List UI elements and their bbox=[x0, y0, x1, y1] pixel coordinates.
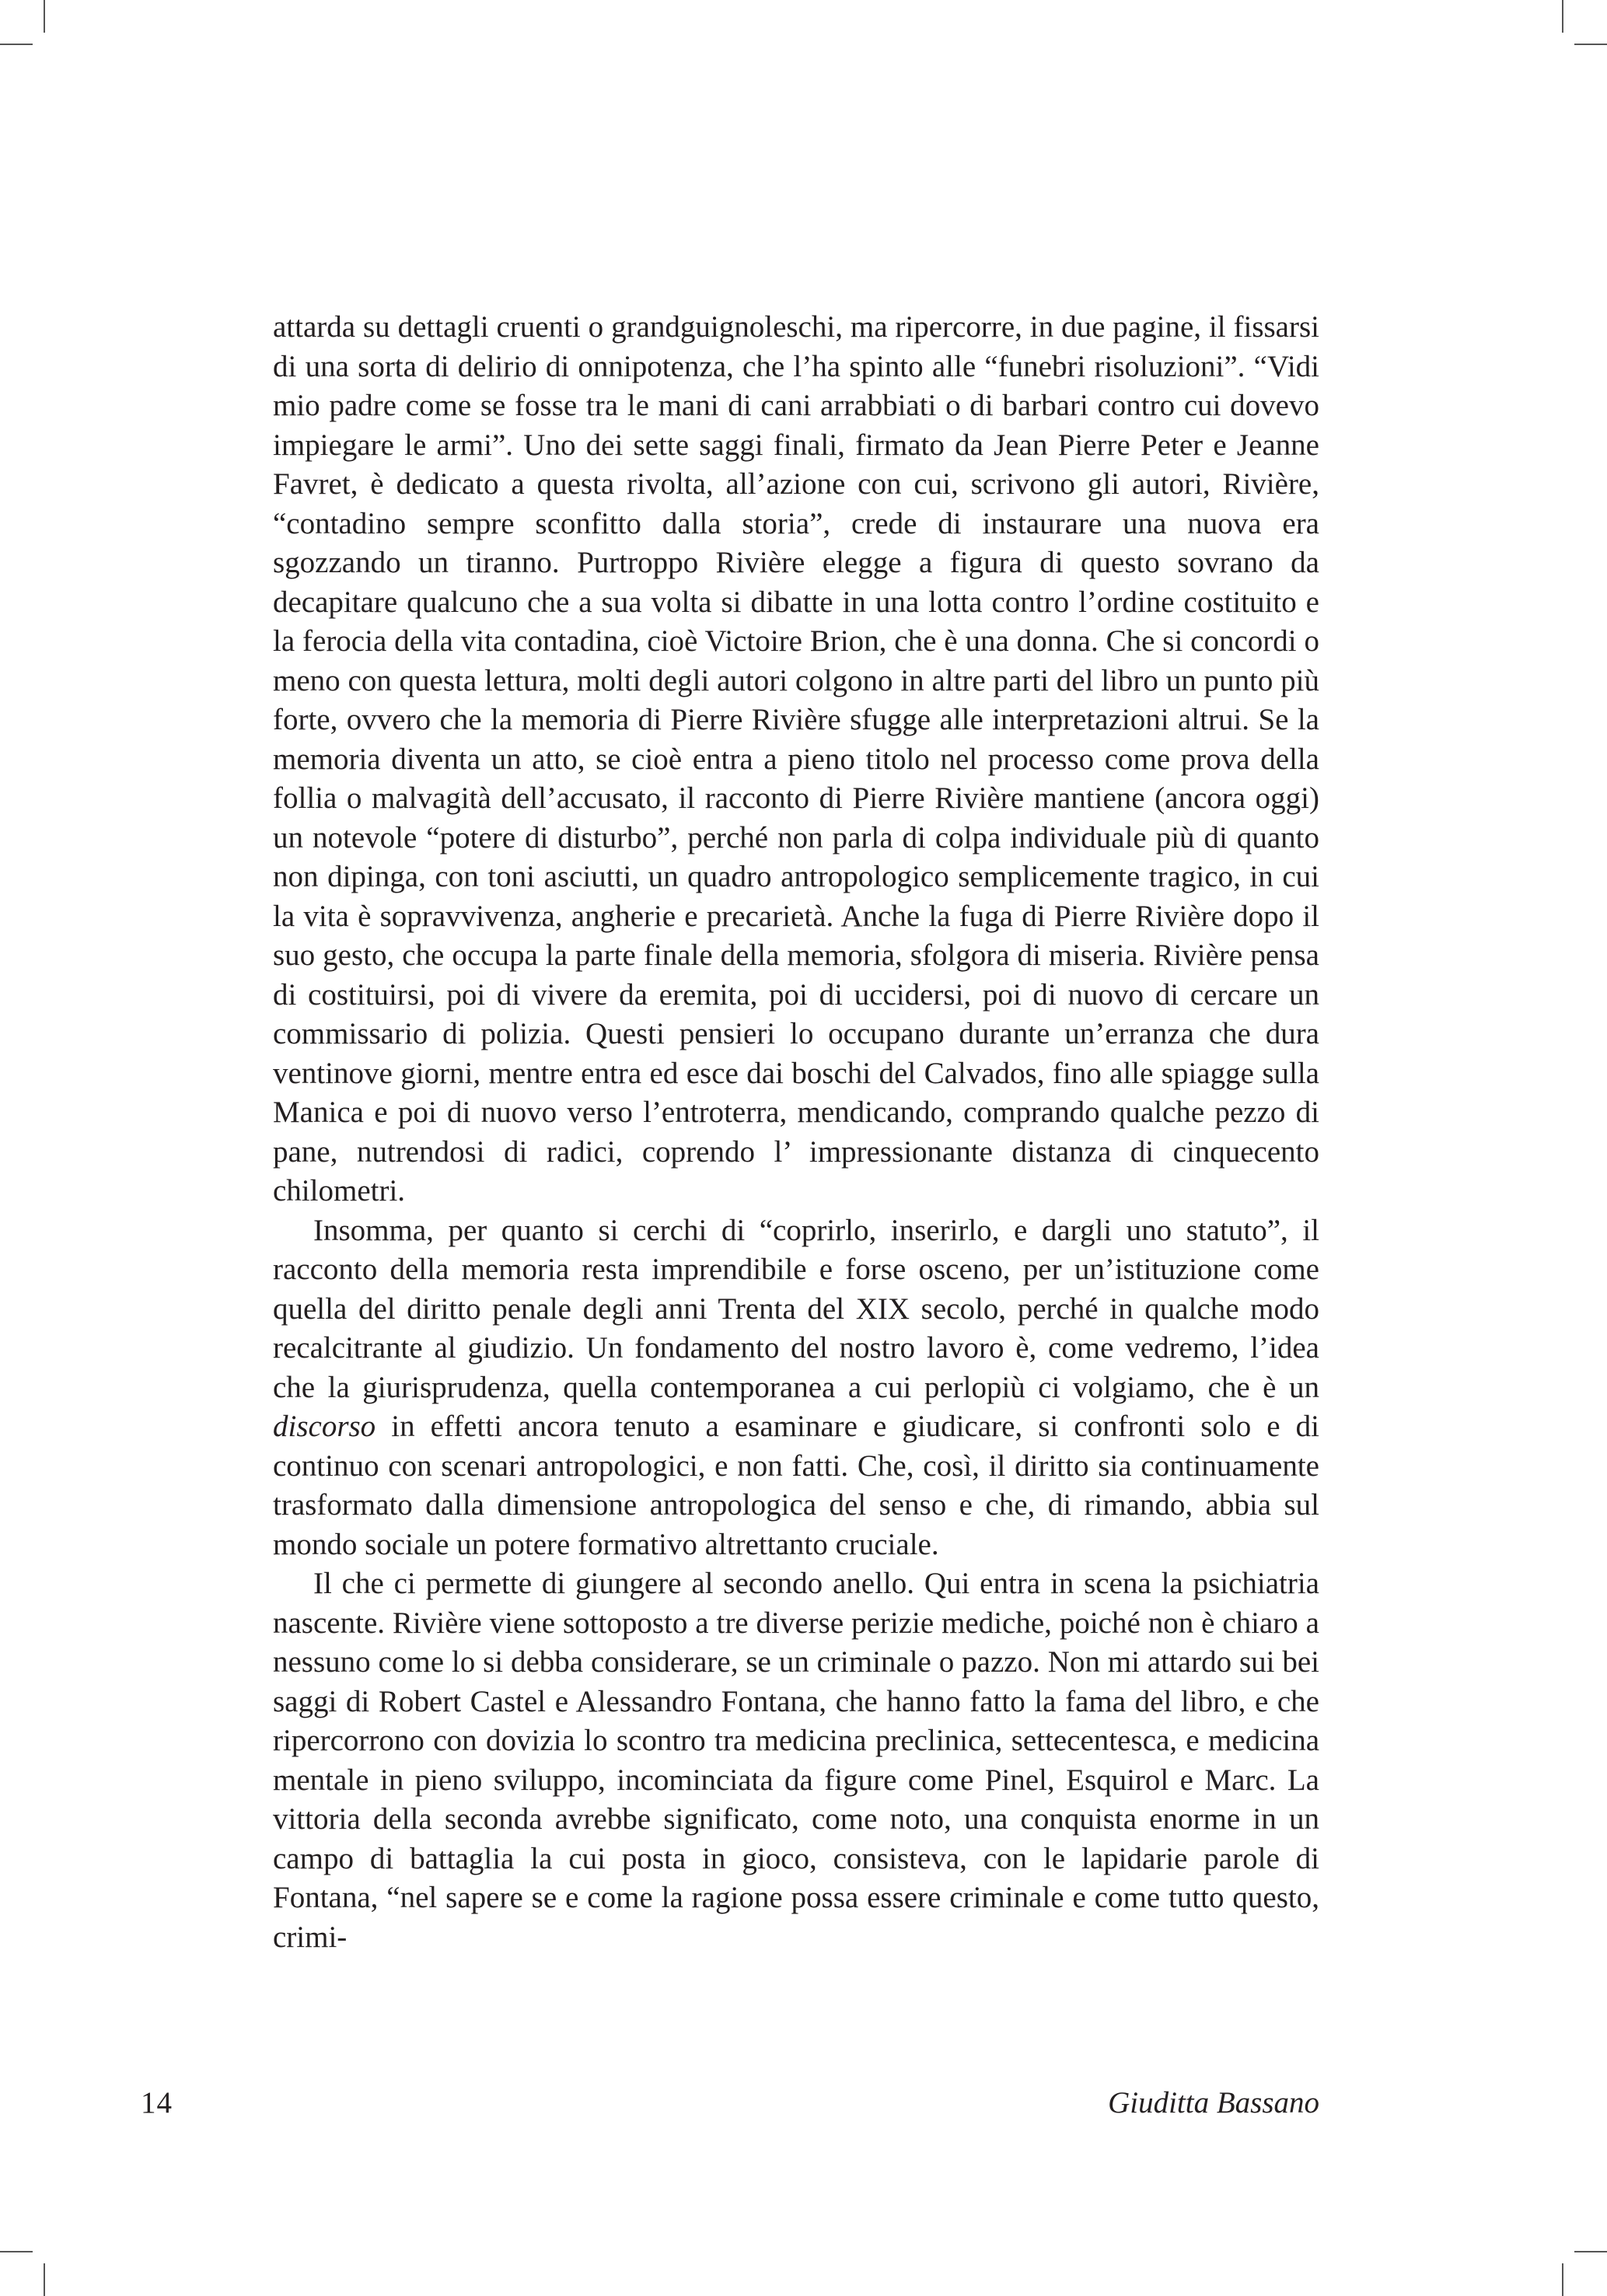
paragraph-text: Il che ci permette di giungere al secondo anello. Qui entra in scena la psichiatria nascente. Rivière viene sottoposto a tre diverse perizie mediche, poiché non è chiaro a nessuno come lo si debba considerare, se un criminale o pazzo. Non mi attardo sui bei saggi di Robert Castel e Alessandro Fontana, che hanno fatto la fama del libro, e che ripercorrono con dovizia lo scontro tra medicina preclinica, settecentesca, e medicina mentale in pieno sviluppo, incominciata da figure come Pinel, Esquirol e Marc. La vittoria della seconda avrebbe significato, come noto, una conquista enorme in un campo di battaglia la cui posta in gioco, consisteva, con le lapidarie parole di Fontana, “nel sapere se e come la ragione possa essere criminale e come tutto questo, crimi- bbox=[273, 1567, 1319, 1954]
italic-term: discorso bbox=[273, 1410, 376, 1443]
crop-mark-bottom-right-vertical bbox=[1562, 2263, 1563, 2296]
crop-mark-bottom-left-horizontal bbox=[0, 2251, 33, 2252]
paragraph-text: attarda su dettagli cruenti o grandguignoleschi, ma ripercorre, in due pagine, il fissarsi di una sorta di delirio di onnipotenza, che l’ha spinto alle “funebri risoluzioni”. “Vidi mio padre come se fosse tra le mani di cani arrabbiati o di barbari contro cui dovevo impiegare le armi”. Uno dei sette saggi finali, firmato da Jean Pierre Peter e Jeanne Favret, è dedicato a questa rivolta, all’azione con cui, scrivono gli autori, Rivière, “contadino sempre sconfitto dalla storia”, crede di instaurare una nuova era sgozzando un tiranno. Purtroppo Rivière elegge a figura di questo sovrano da decapitare qualcuno che a sua volta si dibatte in una lotta contro l’ordine costituito e la ferocia della vita contadina, cioè Victoire Brion, che è una donna. Che si concordi o meno con questa lettura, molti degli autori colgono in altre parti del libro un punto più forte, ovvero che la memoria di Pierre Rivière sfugge alle interpretazioni altrui. Se la memoria diventa un atto, se cioè entra a pieno titolo nel processo come prova della follia o malvagità dell’accusato, il racconto di Pierre Rivière mantiene (ancora oggi) un notevole “potere di disturbo”, perché non parla di colpa individuale più di quanto non dipinga, con toni asciutti, un quadro antropologico semplicemente tragico, in cui la vita è sopravvivenza, angherie e precarietà. Anche la fuga di Pierre Rivière dopo il suo gesto, che occupa la parte finale della memoria, sfolgora di miseria. Rivière pensa di costituirsi, poi di vivere da eremita, poi di uccidersi, poi di nuovo di cercare un commissario di polizia. Questi pensieri lo occupano durante un’erranza che dura ventinove giorni, mentre entra ed esce dai boschi del Calvados, fino alle spiagge sulla Manica e poi di nuovo verso l’entroterra, mendicando, comprando qualche pezzo di pane, nutrendosi di radici, coprendo l’ impressionante distanza di cinquecento chilometri. bbox=[273, 310, 1319, 1207]
paragraph-text: in effetti ancora tenuto a esaminare e giudicare, si confronti solo e di continuo con scenari antropologici, e non fatti. Che, così, il diritto sia continuamente trasformato dalla dimensione antropologica del senso e che, di rimando, abbia sul mondo sociale un potere formativo altrettanto cruciale. bbox=[273, 1410, 1319, 1561]
paragraph bbox=[273, 1211, 1319, 1565]
crop-mark-bottom-left-vertical bbox=[44, 2263, 45, 2296]
paragraph-text: Insomma, per quanto si cerchi di “coprirlo, inserirlo, e dargli uno statuto”, il racconto della memoria resta imprendibile e forse osceno, per un’istituzione come quella del diritto penale degli anni Trenta del XIX secolo, perché in qualche modo recalcitrante al giudizio. Un fondamento del nostro lavoro è, come vedremo, l’idea che la giurisprudenza, quella contemporanea a cui perlopiù ci volgiamo, che è un bbox=[273, 1213, 1319, 1404]
body-text bbox=[273, 308, 1319, 1957]
crop-mark-top-left-vertical bbox=[44, 0, 45, 33]
page-number: 14 bbox=[141, 2086, 173, 2120]
paragraph bbox=[273, 1564, 1319, 1957]
crop-mark-top-right-vertical bbox=[1562, 0, 1563, 33]
paragraph bbox=[273, 308, 1319, 1211]
running-footer-author: Giuditta Bassano bbox=[1108, 2086, 1319, 2120]
crop-mark-bottom-right-horizontal bbox=[1574, 2251, 1607, 2252]
crop-mark-top-left-horizontal bbox=[0, 44, 33, 45]
crop-mark-top-right-horizontal bbox=[1574, 44, 1607, 45]
